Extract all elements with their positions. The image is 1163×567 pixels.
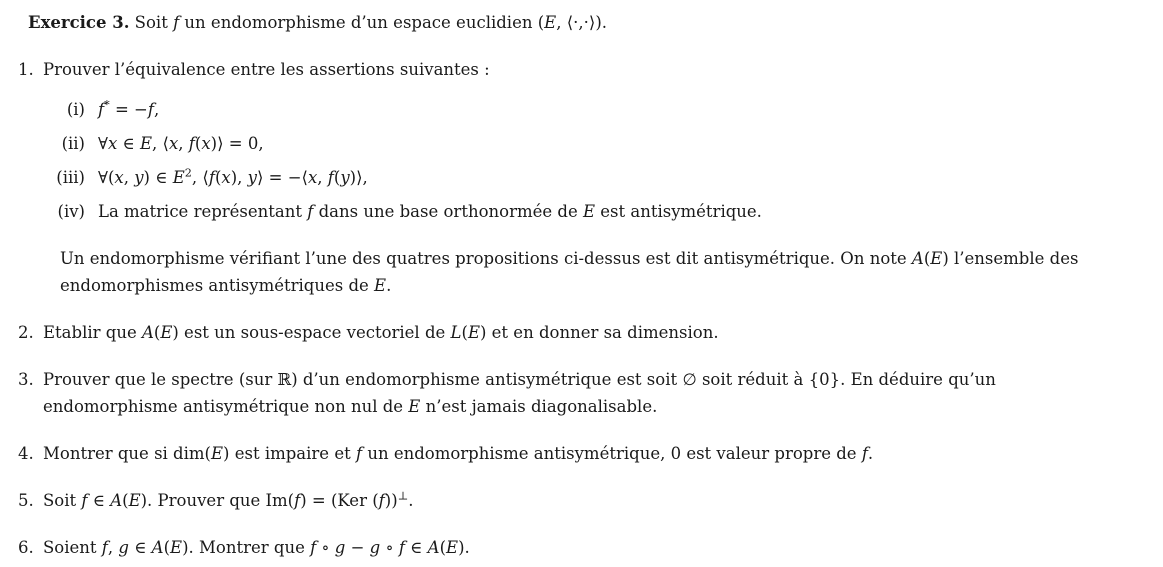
exercise-title: Exercice 3. Soit f un endomorphisme d’un espace euclidien (E, ⟨·,·⟩). xyxy=(28,13,607,32)
question-4-number: 4. xyxy=(18,444,34,463)
question-1-number: 1. xyxy=(18,60,34,79)
question-3-number: 3. xyxy=(18,370,34,389)
question-4-text: Montrer que si dim(E) est impaire et f un endomorphisme antisymétrique, 0 est valeur propre de f. xyxy=(43,444,874,463)
assertion-ii xyxy=(18,130,1129,157)
question-5 xyxy=(18,487,1129,514)
question-2-text: Etablir que A(E) est un sous-espace vectoriel de L(E) et en donner sa dimension. xyxy=(43,323,719,342)
assertion-i-label: (i) xyxy=(66,100,85,119)
question-5-text: Soit f ∈ A(E). Prouver que Im(f) = (Ker (f))⊥. xyxy=(43,489,414,510)
assertion-iv-text: La matrice représentant f dans une base orthonormée de E est antisymétrique. xyxy=(98,202,762,221)
assertion-ii-label: (ii) xyxy=(61,134,85,153)
question-1-text: Prouver l’équivalence entre les assertions suivantes : xyxy=(43,60,490,79)
assertion-iii-label: (iii) xyxy=(56,168,85,187)
assertion-i-text: f* = −f, xyxy=(98,98,160,119)
assertion-iv xyxy=(18,198,1129,225)
definition-paragraph: Un endomorphisme vérifiant l’une des quatres propositions ci-dessus est dit antisymétrique. On note A(E) l’ensemble des endomorphismes antisymétriques de E. xyxy=(60,249,1079,295)
question-5-number: 5. xyxy=(18,491,34,510)
question-6-text: Soient f, g ∈ A(E). Montrer que f ∘ g − g ∘ f ∈ A(E). xyxy=(43,538,470,557)
question-4 xyxy=(18,440,1129,467)
question-6-number: 6. xyxy=(18,538,34,557)
question-3 xyxy=(18,366,1129,420)
question-2-number: 2. xyxy=(18,323,34,342)
assertion-list xyxy=(18,96,1129,225)
assertion-i xyxy=(18,96,1129,123)
question-3-text: Prouver que le spectre (sur ℝ) d’un endomorphisme antisymétrique est soit ∅ soit réduit à {0}. En déduire qu’un endomorphisme antisymétrique non nul de E n’est jamais diagonalisable. xyxy=(43,370,996,416)
assertion-iii xyxy=(18,164,1129,191)
assertion-ii-text: ∀x ∈ E, ⟨x, f(x)⟩ = 0, xyxy=(98,134,264,153)
question-6 xyxy=(18,534,1129,561)
question-2 xyxy=(18,319,1129,346)
question-1 xyxy=(18,56,1129,83)
assertion-iv-label: (iv) xyxy=(57,202,85,221)
assertion-iii-text: ∀(x, y) ∈ $E^2$, ⟨f(x), y⟩ = −⟨x, f(y)⟩, xyxy=(98,166,368,187)
